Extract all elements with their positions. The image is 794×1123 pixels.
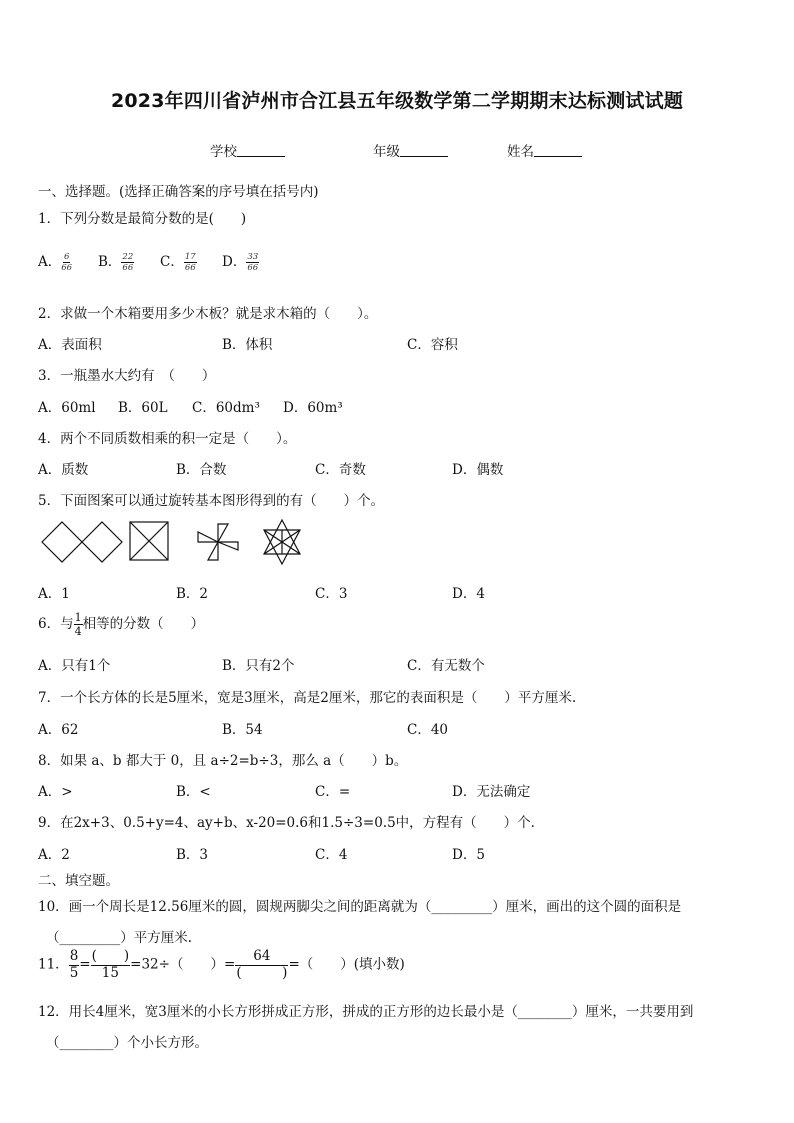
q6-suffix: 相等的分数（ ）: [82, 616, 205, 632]
name-label: 姓名: [507, 144, 534, 160]
q1-option-b[interactable]: [98, 250, 134, 273]
q5-option-c[interactable]: C．3: [315, 586, 348, 602]
q11-f2-denominator: 15: [101, 964, 119, 981]
q9-option-c[interactable]: C．4: [315, 847, 348, 863]
school-field: [210, 140, 285, 160]
question-11: [38, 950, 405, 980]
q1-option-d-label: D．: [222, 254, 247, 270]
q1-b-numerator: 22: [122, 251, 134, 262]
q7-option-c[interactable]: C．40: [407, 722, 449, 738]
q5-figures: [40, 518, 310, 568]
name-blank[interactable]: [534, 144, 582, 157]
q4-option-a[interactable]: A．质数: [38, 462, 89, 478]
q2-option-c[interactable]: C．容积: [407, 337, 458, 353]
q1-b-denominator: 66: [122, 263, 134, 273]
q1-option-b-label: B．: [98, 254, 122, 270]
q5-option-a[interactable]: A．1: [38, 586, 70, 602]
q9-option-d[interactable]: D．5: [452, 847, 485, 863]
q1-option-c-fraction: [184, 253, 197, 273]
q11-f1-denominator: 5: [69, 964, 79, 981]
q11-equals: =: [79, 956, 91, 973]
grade-field: [373, 140, 448, 160]
question-5: 5．下面图案可以通过旋转基本图形得到的有（ ）个。: [38, 493, 385, 509]
q1-option-a-label: A．: [38, 254, 62, 270]
question-3: 3．一瓶墨水大约有 （ ）: [38, 368, 216, 384]
name-field: [507, 140, 582, 160]
q11-f3-denominator[interactable]: ( ): [236, 964, 288, 981]
question-6: [38, 612, 204, 637]
page-title: 2023年四川省泸州市合江县五年级数学第二学期期末达标测试试题: [110, 90, 684, 112]
q1-d-numerator: 33: [247, 251, 259, 262]
question-12-line-2: （________）个小长方形。: [46, 1035, 208, 1051]
question-10-line-2: （_________）平方厘米.: [46, 930, 193, 946]
q2-option-b[interactable]: B．体积: [222, 337, 273, 353]
question-8: 8．如果 a、b 都大于 0，且 a÷2=b÷3，那么 a（ ）b。: [38, 753, 408, 769]
q6-prefix: 6．与: [38, 616, 74, 632]
q2-option-a[interactable]: A．表面积: [38, 337, 102, 353]
question-12-line-1: 12．用长4厘米，宽3厘米的小长方形拼成正方形，拼成的正方形的边长最小是（________）厘米，一共要用到: [38, 1004, 694, 1020]
q7-option-b[interactable]: B．54: [222, 722, 263, 738]
q5-option-d[interactable]: D．4: [452, 586, 485, 602]
grade-blank[interactable]: [400, 144, 448, 157]
q11-label: 11．: [38, 956, 69, 973]
q8-option-b[interactable]: B．<: [176, 784, 211, 800]
q7-option-a[interactable]: A．62: [38, 722, 79, 738]
q5-figure-4: [264, 520, 300, 564]
q8-option-a[interactable]: A．>: [38, 784, 73, 800]
q9-option-b[interactable]: B．3: [176, 847, 209, 863]
q11-middle: =32÷（ ）=: [130, 956, 236, 973]
q6-fraction: [74, 612, 83, 637]
q5-option-b[interactable]: B．2: [176, 586, 209, 602]
q1-option-a-fraction: [61, 253, 72, 273]
q1-option-d[interactable]: [222, 250, 259, 273]
school-blank[interactable]: [237, 144, 285, 157]
q6-option-b[interactable]: B．只有2个: [222, 658, 295, 674]
q3-option-b[interactable]: B．60L: [118, 400, 168, 416]
q3-option-a[interactable]: A．60ml: [38, 400, 96, 416]
school-label: 学校: [210, 144, 237, 160]
q11-fraction-2: [91, 950, 131, 980]
question-4: 4．两个不同质数相乘的积一定是（ ）。: [38, 431, 297, 447]
q4-option-d[interactable]: D．偶数: [452, 462, 504, 478]
q4-option-b[interactable]: B．合数: [176, 462, 227, 478]
q1-a-numerator: 6: [63, 251, 70, 262]
q1-option-a[interactable]: [38, 250, 72, 273]
question-1: 1．下列分数是最简分数的是( ): [38, 211, 247, 227]
q1-d-denominator: 66: [247, 263, 259, 273]
q11-f3-numerator: 64: [235, 950, 288, 966]
q1-c-denominator: 66: [184, 263, 196, 273]
q1-a-denominator: 66: [61, 263, 73, 273]
q11-f2-numerator[interactable]: ( ): [91, 948, 130, 964]
question-9: 9．在2x+3、0.5+y=4、ay+b、x-20=0.6和1.5÷3=0.5中，方程有（ ）个.: [38, 815, 535, 831]
question-7: 7．一个长方体的长是5厘米，宽是3厘米，高是2厘米，那它的表面积是（ ）平方厘米.: [38, 690, 577, 706]
q5-figure-3: [198, 524, 238, 560]
q1-option-d-fraction: [246, 253, 259, 273]
q8-option-c[interactable]: C．=: [315, 784, 351, 800]
question-2: 2．求做一个木箱要用多少木板？就是求木箱的（ ）。: [38, 306, 378, 322]
q1-option-c-label: C．: [160, 254, 184, 270]
q3-option-d[interactable]: D．60m³: [283, 400, 343, 416]
q5-figure-1: [42, 522, 122, 562]
q11-tail: =（ ）(填小数): [288, 956, 405, 973]
q1-c-numerator: 17: [184, 251, 196, 262]
question-10-line-1: 10．画一个周长是12.56厘米的圆，圆规两脚尖之间的距离就为（_________）厘米，画出的这个圆的面积是: [38, 899, 682, 915]
q6-option-c[interactable]: C．有无数个: [407, 658, 485, 674]
q6-denominator: 4: [74, 625, 82, 638]
q1-option-c[interactable]: [160, 250, 197, 273]
q11-fraction-1: [69, 950, 80, 980]
q11-f1-numerator: 8: [69, 948, 79, 964]
q3-option-c[interactable]: C．60dm³: [192, 400, 260, 416]
q8-option-d[interactable]: D．无法确定: [452, 784, 531, 800]
grade-label: 年级: [373, 144, 400, 160]
q6-numerator: 1: [74, 611, 82, 624]
q6-option-a[interactable]: A．只有1个: [38, 658, 111, 674]
q9-option-a[interactable]: A．2: [38, 847, 70, 863]
section-1-heading: 一、选择题。(选择正确答案的序号填在括号内): [38, 184, 319, 200]
q11-fraction-3: [235, 950, 288, 980]
section-2-heading: 二、填空题。: [38, 873, 119, 889]
q5-figure-2: [130, 522, 168, 560]
q1-option-b-fraction: [121, 253, 134, 273]
q4-option-c[interactable]: C．奇数: [315, 462, 366, 478]
